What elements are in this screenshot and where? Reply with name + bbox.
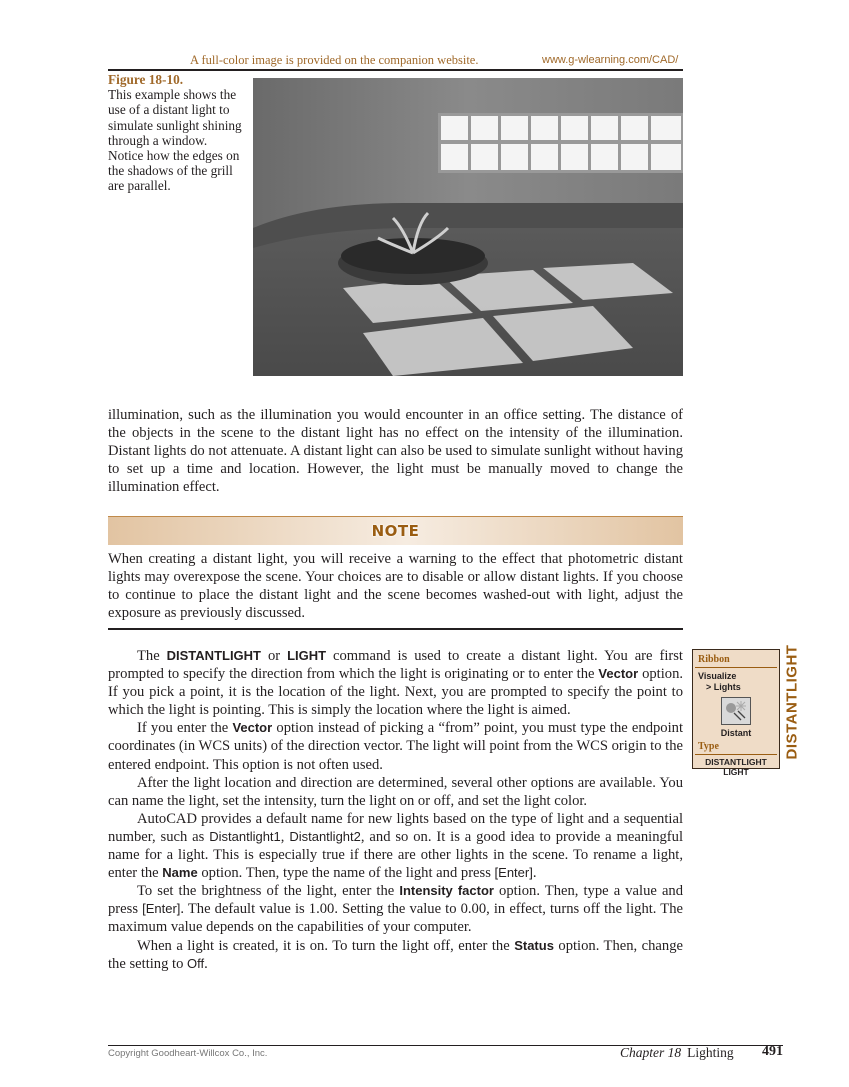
main-text [108,647,683,973]
window [438,113,683,173]
paragraph: If you enter the Vector option instead of picking a “from” point, you must type the endpoint coordinates (in WCS units) of the direction vector. The light will point from the WCS origin to the entered endpoint. This option is not often used. [108,720,683,773]
figure-caption-text: This example shows the use of a distant light to simulate sunlight shining through a window. Notice how the edges on the shadows of the grill are parallel. [108,87,242,194]
type-label: Type [698,741,719,753]
note-rule [108,628,683,630]
paragraph: After the light location and direction are determined, several other options are available. You can name the light, set the intensity, turn the light on or off, and set the light color. [108,774,683,809]
companion-note: A full-color image is provided on the companion website. [190,53,479,67]
option-name: Vector [598,666,639,682]
distant-light-button[interactable] [721,697,751,725]
option-name: Vector [232,720,273,736]
paragraph: To set the brightness of the light, enter the Intensity factor option. Then, type a value and press [Enter]. The default value is 1.00. Setting the value to 0.00, in effect, turns off the light. The maximum value depends on the capabilities of your computer. [108,883,684,936]
command-list: DISTANTLIGHT LIGHT [705,757,767,778]
option-name: Status [514,937,554,953]
companion-url[interactable]: www.g-wlearning.com/CAD/ [542,54,679,66]
key-name: [Enter] [142,901,181,917]
running-footer: Chapter 18 Lighting [620,1045,734,1060]
figure-image [253,78,683,376]
figure-caption [108,72,243,194]
margin-command-tab: DISTANTLIGHT [783,644,801,760]
button-caption: Distant [720,728,752,739]
ribbon-label: Ribbon [698,654,730,665]
distant-light-icon [722,698,750,724]
figure-label: Figure 18-10. [108,72,184,87]
copyright: Copyright Goodheart-Willcox Co., Inc. [108,1048,268,1059]
ribbon-path: Visualize > Lights [698,671,741,693]
note-header [108,516,683,545]
divider [695,754,777,755]
command-name: DISTANTLIGHT [166,648,261,663]
paragraph: When a light is created, it is on. To turn the light off, enter the Status option. Then, change the setting to Off. [108,937,683,972]
note-title: NOTE [371,522,420,540]
option-name: Name [162,865,198,881]
ribbon-access-box [692,649,780,778]
key-name: [Enter] [494,865,533,881]
paragraph: The DISTANTLIGHT or LIGHT command is used to create a distant light. You are first prompted to specify the direction from which the light is originating or to enter the Vector option. If you pick a point, it is the location of the light. Next, you are prompted to specify the point to which the light is pointing. This is simply the location where the light is aimed. [108,648,684,719]
command-name: LIGHT [287,648,327,663]
note-text: When creating a distant light, you will receive a warning to the effect that photometric distant lights may overexpose the scene. Your choices are to disable or allow distant lights. If you choose to continue to place the distant light and the scene becomes washed-out with light, adjust the exposure as previously discussed. [108,551,683,622]
divider [695,667,777,668]
body-paragraph: illumination, such as the illumination you would encounter in an office setting. The distance of the objects in the scene to the distant light has no effect on the intensity of the illumination. Distant lights do not attenuate. A distant light can also be used to simulate sunlight without having to set up a time and location. However, the light must be manually moved to change the illumination effect. [108,407,683,496]
option-name: Intensity factor [399,883,494,899]
header-rule [108,69,683,71]
page-number: 491 [762,1044,783,1059]
paragraph: AutoCAD provides a default name for new lights based on the type of light and a sequential number, such as Distantlight1, Distantlight2, and so on. It is a good idea to provide a meaningful name for a light. This is especially true if there are other lights in the scene. To rename a light, enter the Name option. Then, type the name of the light and press [Enter]. [108,810,684,882]
